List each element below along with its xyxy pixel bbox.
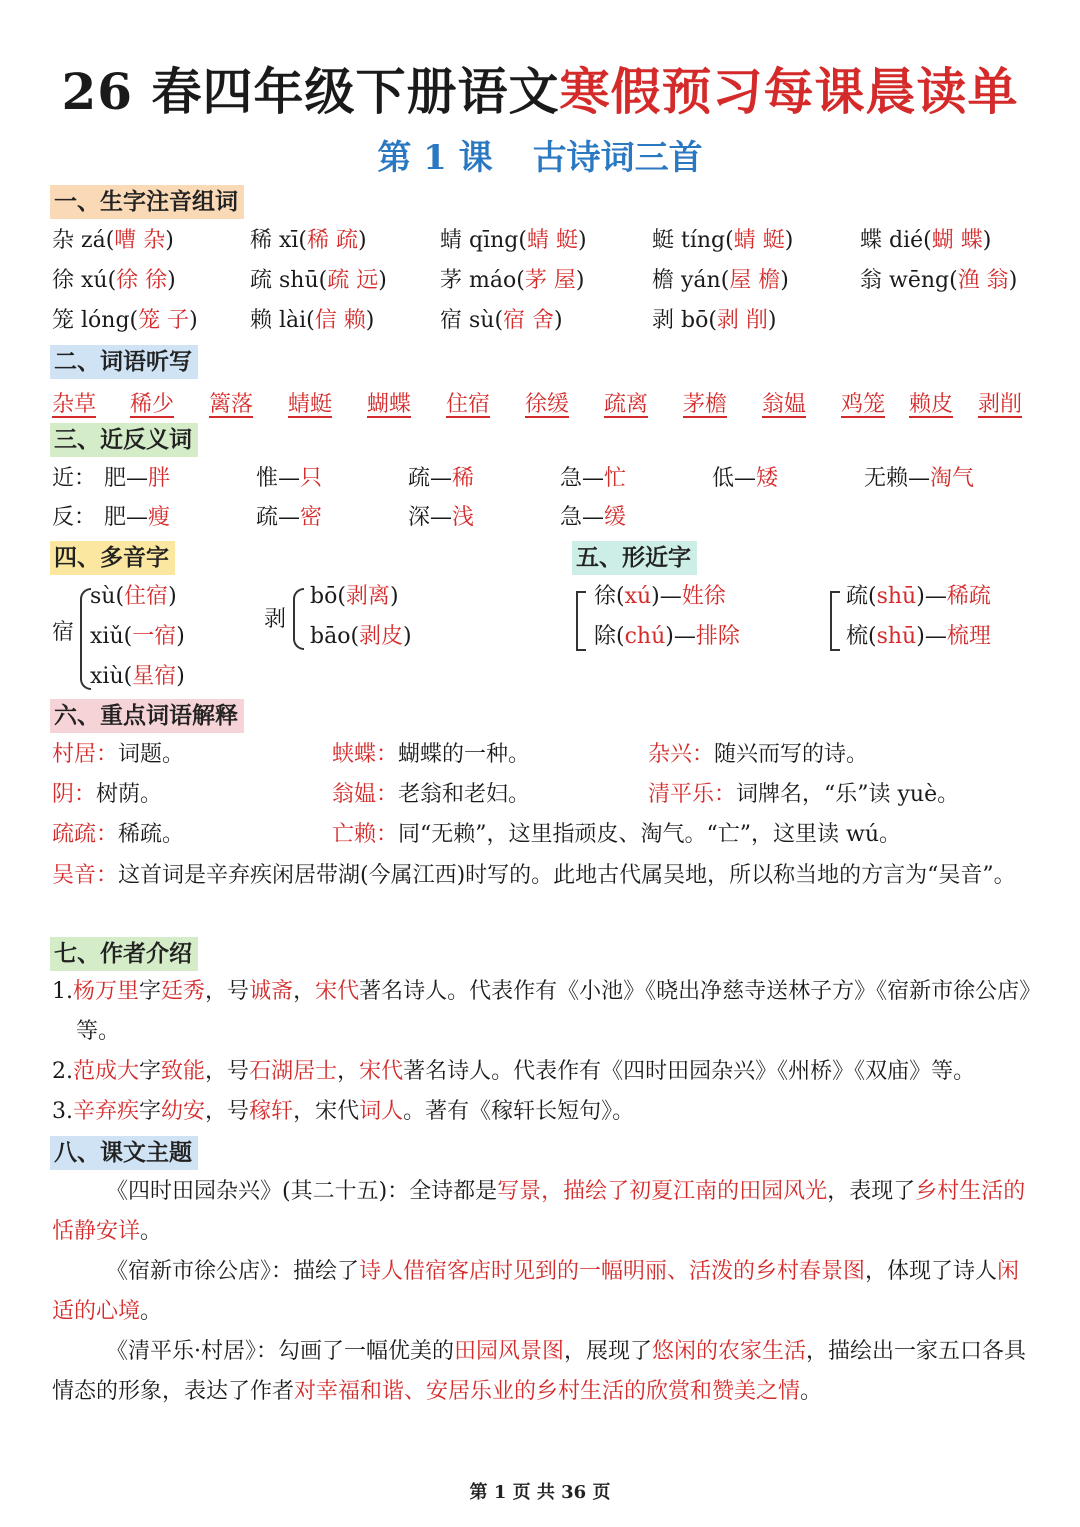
explanation-wuyin xyxy=(52,856,1032,896)
char-word: 渔 翁 xyxy=(957,268,1009,293)
char-entry xyxy=(652,306,777,336)
char-word: 屋 檐 xyxy=(729,268,781,293)
synonym-pair xyxy=(256,464,322,494)
close-paren: ) xyxy=(358,228,367,253)
char-pinyin: 蝶 dié( xyxy=(860,228,932,253)
author-yang-wanli xyxy=(52,972,1056,1052)
pair-base: 疏— xyxy=(408,466,453,491)
body-text: ，号 xyxy=(205,1059,250,1084)
dictation-word: 徐缓 xyxy=(525,392,570,417)
reading-pinyin: sù( xyxy=(90,584,125,609)
char-pinyin: 宿 sù( xyxy=(440,308,504,333)
close-paren: ) xyxy=(403,624,412,649)
antonym-pair xyxy=(560,503,626,533)
char-word: 茅 屋 xyxy=(524,268,576,293)
char-pinyin: 蜓 tíng( xyxy=(652,228,734,253)
pair-answer: 缓 xyxy=(604,505,627,530)
pair-answer: 瘦 xyxy=(148,505,171,530)
similar-pinyin: shū xyxy=(876,584,917,609)
char-entry xyxy=(250,266,387,296)
explanation-entry xyxy=(648,740,868,770)
pair-base: 肥— xyxy=(104,505,149,530)
dictation-word: 剥削 xyxy=(978,392,1023,417)
body-text: 著名诗人。代表作有《四时田园杂兴》《州桥》《双庙》等。 xyxy=(403,1059,976,1084)
close-paren: ) xyxy=(780,268,789,293)
dictation-word: 鸡笼 xyxy=(841,392,886,417)
char-word: 蝴 蝶 xyxy=(931,228,983,253)
dictation-words xyxy=(52,387,1032,419)
def-wuyin: 这首词是辛弃疾闲居带湖(今属江西)时写的。此地古代属吴地，所以称当地的方言为“吴音”。 xyxy=(118,863,1016,888)
pair-answer: 只 xyxy=(300,466,323,491)
lesson-subtitle xyxy=(0,130,1080,179)
body-text: 。 xyxy=(800,1379,823,1404)
dictation-word: 赖皮 xyxy=(909,392,954,417)
char-entry xyxy=(52,306,198,336)
char-word: 嘈 杂 xyxy=(114,228,166,253)
pair-base: 低— xyxy=(712,466,757,491)
section-heading-5: 五、形近字 xyxy=(572,541,697,575)
dictation-word: 翁媪 xyxy=(762,392,807,417)
close-paren: ) xyxy=(176,664,185,689)
explanation-def: 同“无赖”，这里指顽皮、淘气。“亡”，这里读 wú。 xyxy=(398,822,901,847)
pair-base: 肥— xyxy=(104,466,149,491)
similar-word: 梳理 xyxy=(946,624,991,649)
section-heading-4: 四、多音字 xyxy=(50,541,175,575)
explanation-entry xyxy=(332,780,530,810)
char-word: 宿 舍 xyxy=(503,308,555,333)
explanation-def: 随兴而写的诗。 xyxy=(714,742,869,767)
explanation-term: 清平乐： xyxy=(648,782,737,807)
dictation-word: 疏离 xyxy=(604,392,649,417)
pair-answer: 淘气 xyxy=(930,466,975,491)
body-text: 。著有《稼轩长短句》。 xyxy=(403,1099,635,1124)
explanation-entry xyxy=(332,740,530,770)
close-paren: ) xyxy=(389,584,399,609)
similar-pinyin: shū xyxy=(876,624,917,649)
char-entry xyxy=(652,266,789,296)
char-entry xyxy=(652,226,793,256)
highlight-text: 闲适的心境 xyxy=(52,1259,1020,1324)
close-paren: ) xyxy=(1008,268,1018,293)
similar-dash: )— xyxy=(665,624,696,649)
explanation-def: 老翁和老妇。 xyxy=(398,782,531,807)
body-text: ，表现了 xyxy=(827,1179,916,1204)
char-word: 蜻 蜓 xyxy=(733,228,785,253)
highlight-text: 稼轩 xyxy=(249,1099,294,1124)
body-text: 2. xyxy=(52,1059,73,1084)
synonym-pair xyxy=(712,464,778,494)
page-title xyxy=(0,52,1080,124)
explanation-def: 蝴蝶的一种。 xyxy=(398,742,531,767)
char-word: 徐 徐 xyxy=(116,268,168,293)
char-word: 信 赖 xyxy=(314,308,366,333)
body-text: 1. xyxy=(52,979,73,1004)
explanation-term: 蛱蝶： xyxy=(332,742,399,767)
polyphone-reading xyxy=(90,582,177,612)
char-word: 蜻 蜓 xyxy=(526,228,578,253)
body-text: 。 xyxy=(140,1299,163,1324)
highlight-text: 范成大 xyxy=(73,1059,140,1084)
dictation-word: 稀少 xyxy=(130,392,175,417)
explanation-term: 亡赖： xyxy=(332,822,399,847)
theme-qingpingle xyxy=(52,1332,1032,1412)
similar-char-entry xyxy=(594,622,740,652)
body-text: 。 xyxy=(140,1219,163,1244)
char-pinyin: 稀 xī( xyxy=(250,228,308,253)
polyphone-char-su: 宿 xyxy=(52,620,75,645)
pair-answer: 浅 xyxy=(452,505,475,530)
similar-dash: )— xyxy=(916,584,947,609)
close-paren: ) xyxy=(575,268,585,293)
close-paren: ) xyxy=(784,228,794,253)
reading-pinyin: bō( xyxy=(310,584,346,609)
similar-char: 梳( xyxy=(846,624,877,649)
section-heading-6: 六、重点词语解释 xyxy=(50,699,244,733)
synonym-pair xyxy=(864,464,974,494)
char-word: 疏 远 xyxy=(327,268,379,293)
char-entry xyxy=(440,266,584,296)
section-heading-1: 一、生字注音组词 xyxy=(50,185,244,219)
char-entry xyxy=(860,226,991,256)
brace-bo xyxy=(293,588,304,650)
char-entry xyxy=(860,266,1017,296)
pair-answer: 稀 xyxy=(452,466,475,491)
similar-dash: )— xyxy=(916,624,947,649)
explanation-entry xyxy=(52,820,184,850)
polyphone-reading xyxy=(310,622,412,652)
explanation-def: 词牌名，“乐”读 yuè。 xyxy=(736,782,960,807)
polyphone-reading xyxy=(90,662,185,692)
antonym-pair xyxy=(408,503,474,533)
close-paren: ) xyxy=(577,228,587,253)
char-pinyin: 剥 bō( xyxy=(652,308,717,333)
antonym-pair xyxy=(256,503,322,533)
body-text: ，描绘出一家五口各具情态的形象，表达了作者 xyxy=(52,1339,1027,1404)
similar-char: 徐( xyxy=(594,584,625,609)
similar-word: 排除 xyxy=(695,624,740,649)
title-black: 26 春四年级下册语文 xyxy=(61,62,560,121)
highlight-text: 乡村生活的恬静安详 xyxy=(52,1179,1026,1244)
section-heading-7: 七、作者介绍 xyxy=(50,937,198,971)
similar-char: 疏( xyxy=(846,584,877,609)
char-entry xyxy=(52,226,174,256)
char-pinyin: 笼 lóng( xyxy=(52,308,139,333)
similar-pinyin: chú xyxy=(624,624,666,649)
synonym-pair xyxy=(104,464,170,494)
anti-label: 反： xyxy=(52,505,97,530)
similar-word: 姓徐 xyxy=(681,584,726,609)
body-text: ，展现了 xyxy=(564,1339,653,1364)
synonym-pair xyxy=(408,464,474,494)
dictation-word: 蝴蝶 xyxy=(367,392,412,417)
similar-char-entry xyxy=(594,582,726,612)
close-paren: ) xyxy=(767,308,777,333)
explanation-def: 树荫。 xyxy=(96,782,163,807)
close-paren: ) xyxy=(165,228,174,253)
polyphone-reading xyxy=(90,622,185,652)
body-text: 字 xyxy=(139,1099,162,1124)
body-text: 3. xyxy=(52,1099,73,1124)
char-pinyin: 徐 xú( xyxy=(52,268,117,293)
bracket-group-2 xyxy=(830,591,840,651)
char-word: 笼 子 xyxy=(138,308,190,333)
char-entry xyxy=(440,226,587,256)
lesson-name: 古诗词三首 xyxy=(532,138,703,178)
body-text: 字 xyxy=(139,979,162,1004)
dictation-word: 杂草 xyxy=(52,392,97,417)
reading-pinyin: bāo( xyxy=(310,624,360,649)
close-paren: ) xyxy=(167,268,176,293)
similar-word: 稀疏 xyxy=(946,584,991,609)
body-text: ， xyxy=(293,979,316,1004)
similar-pinyin: xú xyxy=(624,584,652,609)
char-pinyin: 檐 yán( xyxy=(652,268,730,293)
similar-char: 除( xyxy=(594,624,625,649)
char-entry xyxy=(52,266,176,296)
pair-base: 无赖— xyxy=(864,466,931,491)
pair-base: 急— xyxy=(560,505,605,530)
close-paren: ) xyxy=(378,268,387,293)
highlight-text: 宋代 xyxy=(359,1059,404,1084)
reading-pinyin: xiǔ( xyxy=(90,624,133,649)
dictation-word: 住宿 xyxy=(446,392,491,417)
explanation-term: 疏疏： xyxy=(52,822,119,847)
body-text: ， xyxy=(337,1059,360,1084)
term-wuyin: 吴音： xyxy=(52,863,119,888)
explanation-def: 稀疏。 xyxy=(118,822,185,847)
explanation-term: 阴： xyxy=(52,782,97,807)
synonym-pair xyxy=(560,464,626,494)
char-pinyin: 蜻 qīng( xyxy=(440,228,527,253)
similar-dash: )— xyxy=(651,584,682,609)
pair-base: 急— xyxy=(560,466,605,491)
explanation-term: 翁媪： xyxy=(332,782,399,807)
close-paren: ) xyxy=(189,308,198,333)
reading-pinyin: xiù( xyxy=(90,664,133,689)
highlight-text: 辛弃疾 xyxy=(73,1099,140,1124)
highlight-text: 诚斋 xyxy=(249,979,294,1004)
close-paren: ) xyxy=(176,624,185,649)
author-fan-chengda xyxy=(52,1052,1032,1092)
similar-char-entry xyxy=(846,622,991,652)
title-red: 寒假预习每课晨读单 xyxy=(559,62,1019,121)
highlight-text: 致能 xyxy=(161,1059,206,1084)
close-paren: ) xyxy=(982,228,992,253)
highlight-text: 石湖居士 xyxy=(249,1059,338,1084)
body-text: 《四时田园杂兴》(其二十五)：全诗都是 xyxy=(106,1179,498,1204)
char-entry xyxy=(250,226,367,256)
body-text: ，号 xyxy=(205,979,250,1004)
close-paren: ) xyxy=(554,308,563,333)
body-text: ，号 xyxy=(205,1099,250,1124)
section-heading-3: 三、近反义词 xyxy=(50,423,198,457)
explanation-entry xyxy=(52,740,184,770)
char-word: 稀 疏 xyxy=(307,228,359,253)
reading-word: 住宿 xyxy=(124,584,169,609)
theme-su-xinshi xyxy=(52,1252,1032,1332)
reading-word: 星宿 xyxy=(132,664,177,689)
highlight-text: 幼安 xyxy=(161,1099,206,1124)
body-text: 字 xyxy=(139,1059,162,1084)
theme-sishi-tianyuan xyxy=(52,1172,1032,1252)
dictation-word: 茅檐 xyxy=(683,392,728,417)
pair-base: 疏— xyxy=(256,505,301,530)
author-xin-qiji xyxy=(52,1092,1032,1132)
highlight-text: 对幸福和谐、安居乐业的乡村生活的欣赏和赞美之情 xyxy=(294,1379,801,1404)
polyphone-char-bo: 剥 xyxy=(264,607,287,632)
highlight-text: 宋代 xyxy=(315,979,360,1004)
highlight-text: 杨万里 xyxy=(73,979,140,1004)
highlight-text: 诗人借宿客店时见到的一幅明丽、活泼的乡村春景图 xyxy=(359,1259,866,1284)
body-text: 《宿新市徐公店》：描绘了 xyxy=(106,1259,360,1284)
pair-base: 惟— xyxy=(256,466,301,491)
reading-word: 剥离 xyxy=(345,584,390,609)
section-heading-2: 二、词语听写 xyxy=(50,345,198,379)
pair-answer: 胖 xyxy=(148,466,171,491)
char-pinyin: 茅 máo( xyxy=(440,268,525,293)
bracket-group-1 xyxy=(576,591,586,651)
explanation-entry xyxy=(332,820,901,850)
similar-char-entry xyxy=(846,582,991,612)
close-paren: ) xyxy=(168,584,177,609)
explanation-term: 杂兴： xyxy=(648,742,715,767)
char-pinyin: 疏 shū( xyxy=(250,268,328,293)
highlight-text: 田园风景图 xyxy=(454,1339,565,1364)
reading-word: 剥皮 xyxy=(359,624,404,649)
char-pinyin: 翁 wēng( xyxy=(860,268,958,293)
explanation-entry xyxy=(648,780,959,810)
dictation-word: 篱落 xyxy=(209,392,254,417)
explanation-def: 词题。 xyxy=(118,742,185,767)
page-number: 第 1 页 共 36 页 xyxy=(469,1482,611,1503)
near-label: 近： xyxy=(52,466,97,491)
pair-answer: 密 xyxy=(300,505,323,530)
close-paren: ) xyxy=(365,308,375,333)
body-text: 著名诗人。代表作有《小池》《晓出净慈寺送林子方》《宿新市徐公店》等。 xyxy=(76,979,1042,1044)
reading-word: 一宿 xyxy=(132,624,177,649)
highlight-text: 词人 xyxy=(359,1099,404,1124)
char-pinyin: 赖 lài( xyxy=(250,308,315,333)
char-entry xyxy=(250,306,374,336)
pair-base: 深— xyxy=(408,505,453,530)
section-heading-8: 八、课文主题 xyxy=(50,1136,198,1170)
antonym-pair xyxy=(104,503,170,533)
explanation-term: 村居： xyxy=(52,742,119,767)
polyphone-reading xyxy=(310,582,399,612)
body-text: ，宋代 xyxy=(293,1099,360,1124)
dictation-word: 蜻蜓 xyxy=(288,392,333,417)
body-text: 《清平乐·村居》：勾画了一幅优美的 xyxy=(106,1339,454,1364)
highlight-text: 廷秀 xyxy=(161,979,206,1004)
char-entry xyxy=(440,306,563,336)
char-pinyin: 杂 zá( xyxy=(52,228,115,253)
highlight-text: 悠闲的农家生活 xyxy=(652,1339,807,1364)
pair-answer: 矮 xyxy=(756,466,779,491)
char-word: 剥 削 xyxy=(716,308,768,333)
highlight-text: 写景，描绘了初夏江南的田园风光 xyxy=(497,1179,828,1204)
explanation-entry xyxy=(52,780,162,810)
body-text: ，体现了诗人 xyxy=(865,1259,998,1284)
pair-answer: 忙 xyxy=(604,466,627,491)
lesson-number: 第 1 课 xyxy=(377,138,493,178)
